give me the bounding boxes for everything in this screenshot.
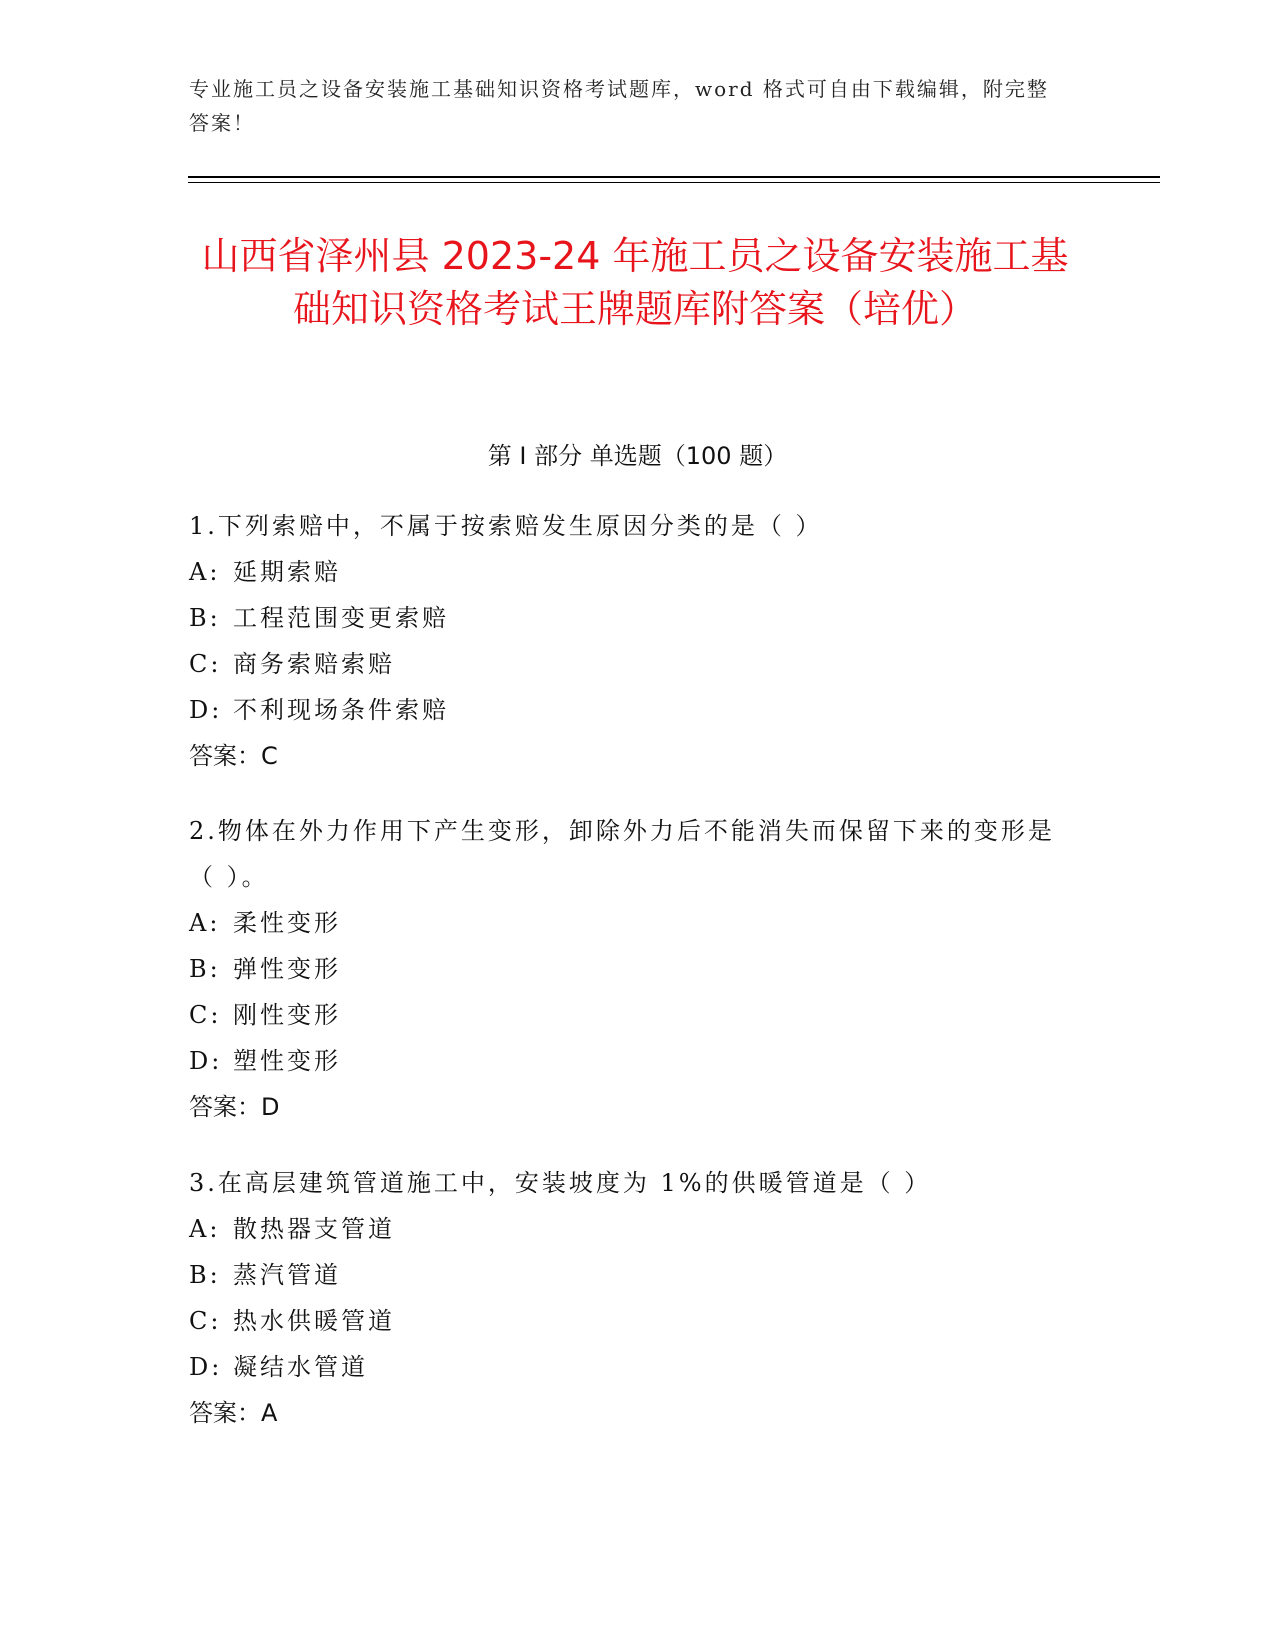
question-stem: 2.物体在外力作用下产生变形，卸除外力后不能消失而保留下来的变形是（ ）。 [189, 817, 1055, 891]
question-3 [189, 1160, 1069, 1436]
option-d [189, 1344, 1069, 1390]
question-stem: 1.下列索赔中，不属于按索赔发生原因分类的是（ ） [189, 512, 823, 540]
option-text: 凝结水管道 [233, 1353, 368, 1381]
option-text: 热水供暖管道 [233, 1307, 395, 1335]
option-letter: B: [189, 955, 221, 983]
header-note: 专业施工员之设备安装施工基础知识资格考试题库，word 格式可自由下载编辑，附完整答案！ [189, 77, 1049, 135]
option-text: 塑性变形 [233, 1047, 341, 1075]
question-stem: 3.在高层建筑管道施工中，安装坡度为 1%的供暖管道是（ ） [189, 1169, 932, 1197]
option-text: 延期索赔 [233, 558, 341, 586]
option-c [189, 992, 1069, 1038]
option-a [189, 900, 1069, 946]
option-text: 散热器支管道 [233, 1215, 395, 1243]
option-d [189, 1038, 1069, 1084]
option-text: 刚性变形 [233, 1001, 341, 1029]
option-text: 弹性变形 [233, 955, 341, 983]
option-b [189, 595, 1069, 641]
header-rule-thin [188, 182, 1160, 183]
option-letter: A: [189, 909, 221, 937]
option-letter: C: [189, 1001, 222, 1029]
section-title: 第 I 部分 单选题（100 题） [487, 442, 788, 470]
option-text: 工程范围变更索赔 [233, 604, 449, 632]
option-letter: C: [189, 1307, 222, 1335]
option-letter: D: [189, 696, 223, 724]
option-c [189, 1298, 1069, 1344]
header-rule-thick [188, 176, 1160, 178]
option-b [189, 946, 1069, 992]
option-a [189, 1206, 1069, 1252]
option-letter: B: [189, 604, 221, 632]
option-letter: D: [189, 1047, 223, 1075]
answer: 答案：D [189, 1093, 280, 1121]
option-text: 不利现场条件索赔 [233, 696, 449, 724]
option-letter: A: [189, 1215, 221, 1243]
option-b [189, 1252, 1069, 1298]
option-letter: D: [189, 1353, 223, 1381]
option-d [189, 687, 1069, 733]
answer: 答案：A [189, 1399, 278, 1427]
option-text: 商务索赔索赔 [233, 650, 395, 678]
option-c [189, 641, 1069, 687]
option-text: 柔性变形 [233, 909, 341, 937]
option-text: 蒸汽管道 [233, 1261, 341, 1289]
option-letter: C: [189, 650, 222, 678]
question-2 [189, 808, 1069, 1130]
question-1 [189, 503, 1069, 779]
option-letter: B: [189, 1261, 221, 1289]
option-a [189, 549, 1069, 595]
document-title: 山西省泽州县 2023-24 年施工员之设备安装施工基础知识资格考试王牌题库附答案（培优） [201, 234, 1069, 331]
answer: 答案：C [189, 742, 278, 770]
option-letter: A: [189, 558, 221, 586]
